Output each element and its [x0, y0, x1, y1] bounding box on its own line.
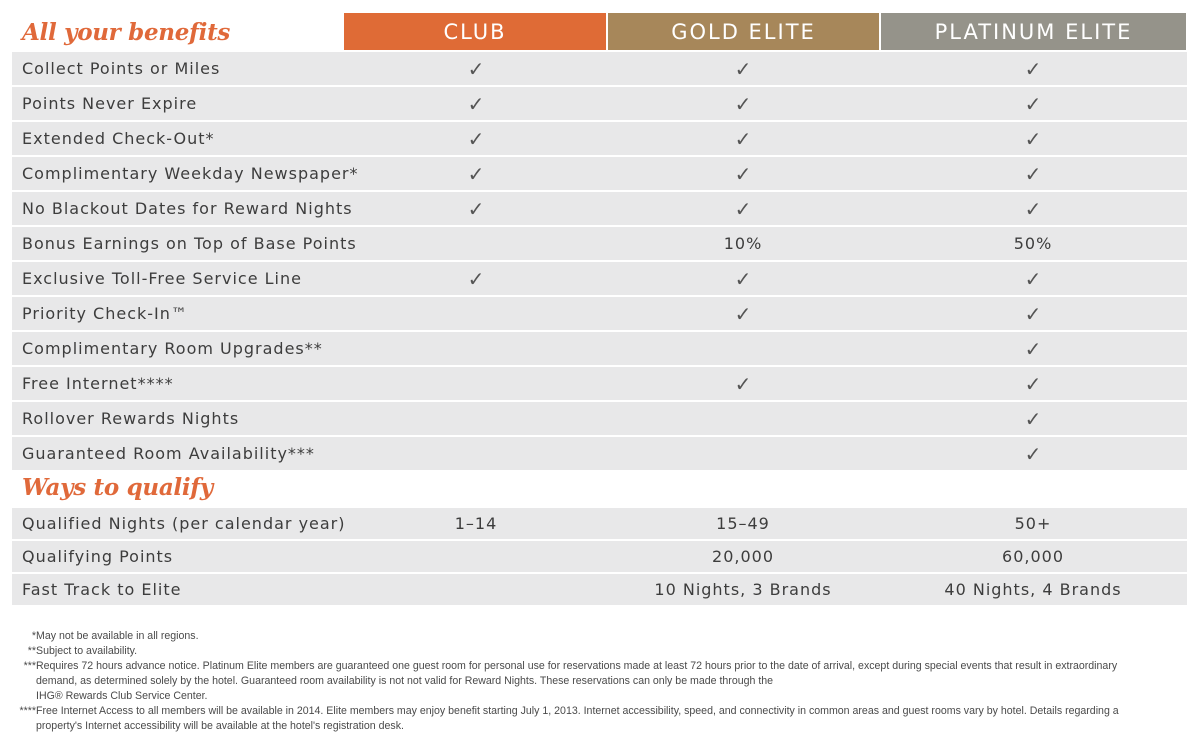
checkmark-icon: ✓ — [1024, 406, 1042, 431]
qualify-row-label: Qualified Nights (per calendar year) — [22, 514, 346, 533]
footnote — [8, 644, 1168, 659]
benefits-row — [12, 332, 1187, 365]
benefits-row-label: Free Internet**** — [22, 374, 174, 393]
footnote-text: Requires 72 hours advance notice. Platinum Elite members are guaranteed one guest room for personal use for reservations made at least 72 hours prior to the date of arrival, except during special events that result in extraordinary demand, as determined solely by the hotel. Guaranteed room availability is not not valid for Reward Nights. These reservations can only be made through the IHG® Rewards Club Service Center. — [36, 660, 1118, 702]
qualify-value: 60,000 — [1002, 547, 1064, 566]
benefits-row-label: Exclusive Toll-Free Service Line — [22, 269, 302, 288]
tier-header-gold-elite: GOLD ELITE — [608, 13, 879, 50]
footnote-text: May not be available in all regions. — [36, 630, 199, 642]
benefits-row — [12, 87, 1187, 120]
checkmark-icon: ✓ — [1024, 301, 1042, 326]
qualify-row-label: Fast Track to Elite — [22, 580, 182, 599]
tier-header-platinum-elite: PLATINUM ELITE — [881, 13, 1186, 50]
footnote — [8, 629, 1168, 644]
benefits-title: All your benefits — [22, 19, 231, 46]
checkmark-icon: ✓ — [1024, 56, 1042, 81]
qualify-title: Ways to qualify — [22, 474, 213, 501]
qualify-row — [12, 508, 1187, 539]
benefits-row — [12, 262, 1187, 295]
benefits-value: 10% — [723, 234, 763, 253]
checkmark-icon: ✓ — [467, 196, 485, 221]
benefits-row — [12, 157, 1187, 190]
qualify-value: 40 Nights, 4 Brands — [944, 580, 1122, 599]
checkmark-icon: ✓ — [467, 266, 485, 291]
checkmark-icon: ✓ — [1024, 161, 1042, 186]
footnote — [8, 704, 1168, 734]
qualify-row — [12, 574, 1187, 605]
checkmark-icon: ✓ — [734, 301, 752, 326]
benefits-row — [12, 297, 1187, 330]
checkmark-icon: ✓ — [467, 56, 485, 81]
qualify-value: 1–14 — [454, 514, 498, 533]
benefits-value: 50% — [1013, 234, 1053, 253]
benefits-row — [12, 367, 1187, 400]
checkmark-icon: ✓ — [734, 56, 752, 81]
checkmark-icon: ✓ — [1024, 196, 1042, 221]
benefits-row-label: Bonus Earnings on Top of Base Points — [22, 234, 357, 253]
benefits-row — [12, 52, 1187, 85]
benefits-row-label: Rollover Rewards Nights — [22, 409, 240, 428]
checkmark-icon: ✓ — [467, 126, 485, 151]
checkmark-icon: ✓ — [1024, 371, 1042, 396]
checkmark-icon: ✓ — [734, 266, 752, 291]
checkmark-icon: ✓ — [1024, 91, 1042, 116]
checkmark-icon: ✓ — [467, 91, 485, 116]
benefits-row-label: Complimentary Room Upgrades** — [22, 339, 323, 358]
checkmark-icon: ✓ — [734, 126, 752, 151]
benefits-row-label: Complimentary Weekday Newspaper* — [22, 164, 359, 183]
checkmark-icon: ✓ — [467, 161, 485, 186]
benefits-row-label: Priority Check-In™ — [22, 304, 188, 323]
footnote-marker: **** — [19, 705, 36, 717]
checkmark-icon: ✓ — [1024, 266, 1042, 291]
benefits-table — [12, 52, 1187, 472]
qualify-table — [12, 508, 1187, 607]
qualify-value: 20,000 — [712, 547, 774, 566]
tier-header-club: CLUB — [344, 13, 606, 50]
qualify-row-label: Qualifying Points — [22, 547, 174, 566]
footnote-marker: *** — [23, 660, 36, 672]
benefits-row-label: Extended Check-Out* — [22, 129, 215, 148]
checkmark-icon: ✓ — [734, 91, 752, 116]
footnote-text: Subject to availability. — [36, 645, 138, 657]
benefits-row — [12, 192, 1187, 225]
checkmark-icon: ✓ — [734, 371, 752, 396]
footnote — [8, 659, 1168, 704]
checkmark-icon: ✓ — [734, 196, 752, 221]
footnotes — [8, 629, 1168, 734]
benefits-row-label: No Blackout Dates for Reward Nights — [22, 199, 353, 218]
checkmark-icon: ✓ — [1024, 336, 1042, 361]
footnote-text: Free Internet Access to all members will be available in 2014. Elite members may enjoy benefit starting July 1, 2013. Internet accessibility, speed, and connectivity in common areas and guest rooms vary by hotel. Details regarding a property's Internet accessibility will be available at the hotel's registration desk. — [36, 705, 1119, 732]
benefits-row — [12, 437, 1187, 470]
benefits-row — [12, 227, 1187, 260]
checkmark-icon: ✓ — [734, 161, 752, 186]
footnote-marker: * — [31, 630, 36, 642]
benefits-row — [12, 122, 1187, 155]
checkmark-icon: ✓ — [1024, 126, 1042, 151]
benefits-row — [12, 402, 1187, 435]
checkmark-icon: ✓ — [1024, 441, 1042, 466]
benefits-row-label: Points Never Expire — [22, 94, 198, 113]
qualify-row — [12, 541, 1187, 572]
benefits-row-label: Guaranteed Room Availability*** — [22, 444, 315, 463]
qualify-value: 10 Nights, 3 Brands — [654, 580, 832, 599]
qualify-value: 50+ — [1014, 514, 1052, 533]
footnote-marker: ** — [27, 645, 36, 657]
benefits-row-label: Collect Points or Miles — [22, 59, 221, 78]
qualify-value: 15–49 — [716, 514, 770, 533]
